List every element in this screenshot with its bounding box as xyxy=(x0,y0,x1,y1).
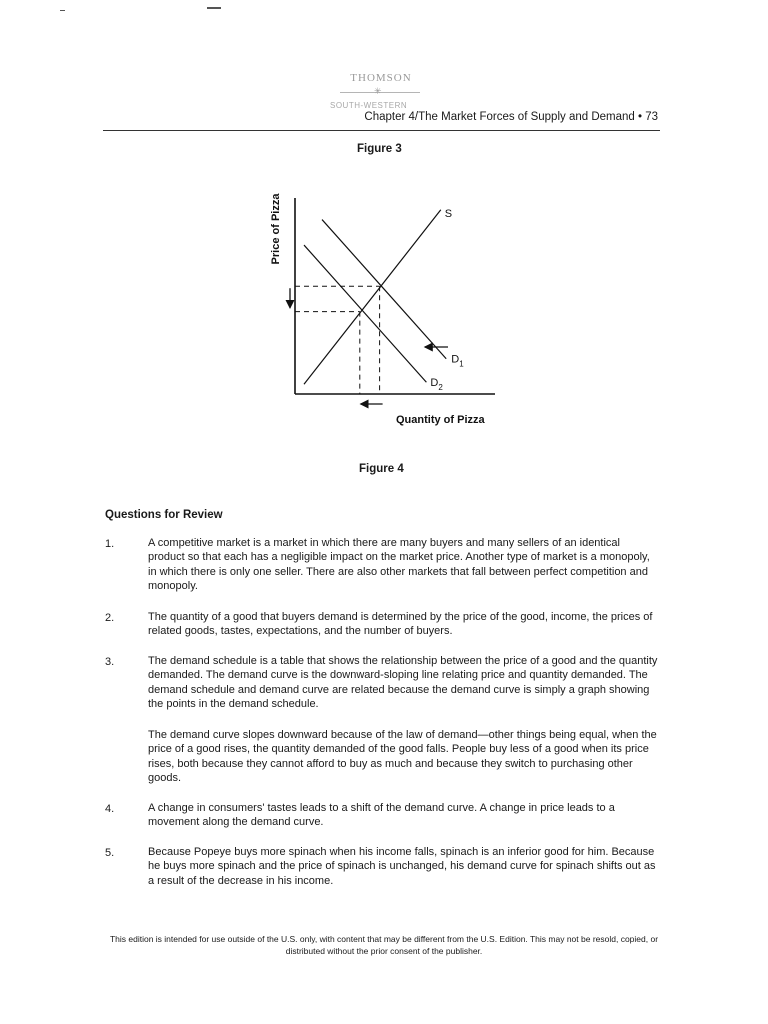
question-number: 2. xyxy=(105,612,115,624)
question-text: The demand schedule is a table that shows the relationship between the price of a good and the quantity demanded. The demand curve is the downward-sloping line relating price and quantity demanded. The demand schedule and demand curve are related because the demand curve is simply a graph showing the points in the demand schedule. xyxy=(148,655,658,710)
header-rule xyxy=(103,130,660,131)
demand-d2-label: D xyxy=(430,377,439,390)
star-icon: ✳ xyxy=(374,86,382,96)
demand-d2-subscript: 2 xyxy=(438,383,443,393)
question-number: 5. xyxy=(105,847,115,859)
figure-4-title: Figure 4 xyxy=(359,463,404,475)
supply-curve-s xyxy=(304,210,441,384)
question-text: The quantity of a good that buyers demand is determined by the price of the good, income, the prices of related goods, tastes, expectations, and the number of buyers. xyxy=(148,611,653,638)
chart-svg xyxy=(255,185,495,430)
scan-mark xyxy=(60,10,65,11)
question-number: 4. xyxy=(105,803,115,815)
question-number: 3. xyxy=(105,656,115,668)
figure-3-title: Figure 3 xyxy=(357,143,402,155)
publisher-logo: THOMSON xyxy=(350,72,412,84)
figure-3-chart xyxy=(255,185,495,435)
demand-d1-label: D xyxy=(451,353,460,366)
question-text: Because Popeye buys more spinach when his income falls, spinach is an inferior good for him. Because he buys more spinach and the price of spinach is unchanged, his demand curve for spinach shifts out as a result of the decrease in his income. xyxy=(148,846,656,887)
y-axis-label: Price of Pizza xyxy=(270,193,282,265)
question-text: A change in consumers' tastes leads to a shift of the demand curve. A change in price leads to a movement along the demand curve. xyxy=(148,802,615,829)
scan-mark xyxy=(207,7,221,9)
question-text: The demand curve slopes downward because of the law of demand—other things being equal, when the price of a good rises, the quantity demanded of the good falls. People buy less of a good when its price rises, both because they cannot afford to buy as much and because they switch to purchasing other goods. xyxy=(148,729,657,784)
x-axis-label: Quantity of Pizza xyxy=(396,414,485,426)
demand-d1-subscript: 1 xyxy=(459,359,464,369)
page-header: Chapter 4/The Market Forces of Supply and Demand • 73 xyxy=(364,111,658,123)
supply-label: S xyxy=(444,207,453,220)
footer-notice: This edition is intended for use outside of the U.S. only, with content that may be different from the U.S. Edition. This may not be resold, copied, or distributed without the prior consent of the publisher. xyxy=(109,934,659,956)
section-title: Questions for Review xyxy=(105,509,223,521)
question-text: A competitive market is a market in which there are many buyers and many sellers of an identical product so that each has a negligible impact on the market price. Another type of market is a monopoly, in which there is only one seller. There are also other markets that fall between perfect competition and monopoly. xyxy=(148,537,650,592)
question-number: 1. xyxy=(105,538,115,550)
publisher-logo-sub: SOUTH-WESTERN xyxy=(330,101,408,110)
